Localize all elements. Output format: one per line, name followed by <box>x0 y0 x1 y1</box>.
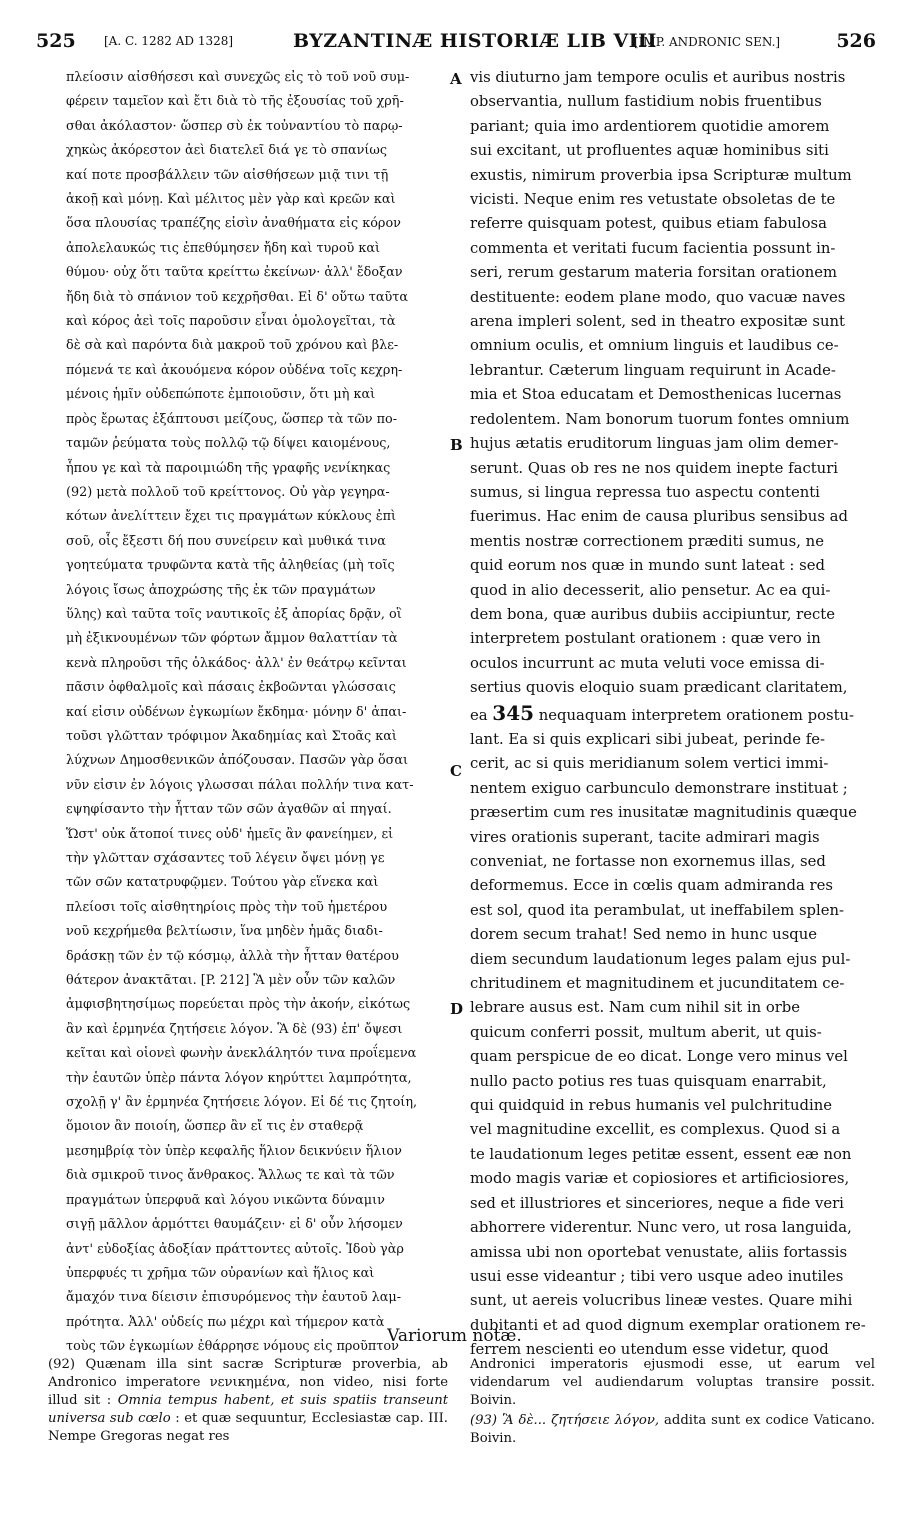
text-line: ἀμφισβητησίμως πορεύεται πρὸς τὴν ἀκοήν, εἰκότως <box>66 997 411 1013</box>
text-line: ea 345 nequaquam interpretem orationem postu- <box>470 700 855 725</box>
text-line: πραγμάτων ὑπερφυᾶ καὶ λόγου νικῶντα δύναμιν <box>66 1192 385 1208</box>
text-line: σχολῇ γ' ἂν ἑρμηνέα ζητήσειε λόγον. Εἰ δέ τις ζητοίη, <box>66 1095 418 1111</box>
text-line: abhorrere viderentur. Nunc vero, ut rosa languida, <box>470 1219 852 1237</box>
text-line: χηκὼς ἀκόρεστον ἀεὶ διατελεῖ διά γε τὸ σπανίως <box>66 143 388 159</box>
text-line: κενὰ πληροῦσι τῆς ὁλκάδος· ἀλλ' ἐν θεάτρῳ κεῖνται <box>66 655 407 671</box>
text-line: (92) μετὰ πολλοῦ τοῦ κρείττονος. Οὐ γὰρ γεγηρα- <box>66 484 390 500</box>
text-line: πρὸς ἔρωτας ἐξάπτουσι μείζους, ὥσπερ τὰ τῶν πο- <box>66 411 398 427</box>
text-line: ἀντ' εὐδοξίας ἀδοξίαν πράττοντες αὐτοῖς. Ἰδοὺ γὰρ <box>66 1241 404 1257</box>
text-line: τοὺς τῶν ἐγκωμίων ἐθάρρησε νόμους εἰς προῦπτον <box>66 1339 399 1355</box>
text-line: quod in alio decesserit, alio pensetur. Ac ea qui- <box>470 581 831 599</box>
text-line: exustis, nimirum proverbia ipsa Scripturæ multum <box>470 166 852 184</box>
text-line: oculos incurrunt ac muta veluti voce emissa di- <box>470 654 825 672</box>
text-line: modo magis variæ et copiosiores et artificiosiores, <box>470 1170 850 1188</box>
text-line: λόγοις ἴσως ἀποχρώσης τῆς ἐκ τῶν πραγμάτων <box>66 582 376 598</box>
text-line: mentis nostræ correctionem præditi sumus, ne <box>470 532 824 550</box>
text-line: πλείοσι τοῖς αἰσθητηρίοις πρὸς τὴν τοῦ ἡμετέρου <box>66 899 388 915</box>
text-line: ferrem nescienti eo utendum esse videtur, quod <box>470 1341 829 1359</box>
margin-letter-d: D <box>450 1000 464 1018</box>
text-line: vel magnitudine excellit, es complexus. Quod si a <box>470 1121 841 1139</box>
text-line: præsertim cum res inusitatæ magnitudinis quæque <box>470 804 857 822</box>
text-line: est sol, quod ita perambulat, ut ineffabilem splen- <box>470 901 845 919</box>
text-line: δὲ σὰ καὶ παρόντα διὰ μακροῦ τοῦ χρόνου καὶ βλε- <box>66 338 399 354</box>
text-line: lebrare ausus est. Nam cum nihil sit in orbe <box>470 999 801 1017</box>
text-line: sed et illustriores et sinceriores, neque a fide veri <box>470 1194 844 1212</box>
text-line: φέρειν ταμεῖον καὶ ἔτι διὰ τὸ τῆς ἐξουσίας τοῦ χρῆ- <box>66 94 404 110</box>
text-line: nullo pacto potius res tuas quisquam enarrabit, <box>470 1072 827 1090</box>
text-line: κεῖται καὶ οἱονεὶ φωνὴν ἀνεκλάλητόν τινα προΐεμενα <box>66 1046 417 1062</box>
left-page-number: 525 <box>36 30 76 52</box>
text-line: τῶν σῶν κατατρυφῷμεν. Τούτου γὰρ εἵνεκα καὶ <box>66 875 379 891</box>
text-line: πρότητα. Ἀλλ' οὐδείς πω μέχρι καὶ τήμερον κατὰ <box>66 1314 385 1330</box>
text-line: διὰ σμικροῦ τινος ἄνθρακος. Ἄλλως τε καὶ τὰ τῶν <box>66 1168 395 1184</box>
text-line: σιγῇ μᾶλλον ἁρμόττει θαυμάζειν· εἰ δ' οὖν λήσομεν <box>66 1217 403 1233</box>
text-line: ὅσα πλουσίας τραπέζης εἰσὶν ἀναθήματα εἰς κόρον <box>66 216 401 232</box>
text-line: καί εἰσιν οὐδένων ἐγκωμίων ἔκδημα· μόνην δ' ἀπαι- <box>66 704 407 720</box>
right-page-number: 526 <box>836 30 876 52</box>
text-line: dem bona, quæ auribus dubiis accipiuntur, recte <box>470 605 835 623</box>
text-line: chritudinem et magnitudinem et jucunditatem ce- <box>470 975 845 993</box>
text-line: hujus ætatis eruditorum linguas jam olim demer- <box>470 435 839 453</box>
text-line: ἄμαχόν τινα δίεισιν ἐπισυρόμενος τὴν ἑαυτοῦ λαμ- <box>66 1290 402 1306</box>
text-line: γοητεύματα τρυφῶντα κατὰ τῆς ἀληθείας (μὴ τοῖς <box>66 558 395 574</box>
running-title: BYZANTINÆ HISTORIÆ LIB VIII <box>293 30 657 52</box>
text-line: νῦν εἰσιν ἐν λόγοις γλωσσαι πάλαι πολλήν τινα κατ- <box>66 777 414 793</box>
text-line: quam perspicue de eo dicat. Longe vero minus vel <box>470 1048 848 1066</box>
text-line: sunt, ut aereis volucribus lineæ vestes. Quare mihi <box>470 1292 853 1310</box>
text-line: εψηφίσαντο τὴν ἧτταν τῶν σῶν ἀγαθῶν αἱ πηγαί. <box>66 802 392 818</box>
text-line: nentem exiguo carbunculo demonstrare instituat ; <box>470 779 848 797</box>
text-line: νοῦ κεχρήμεθα βελτίωσιν, ἵνα μηδὲν ἡμᾶς διαδι- <box>66 924 383 940</box>
text-line: καί ποτε προσβάλλειν τῶν αἰσθήσεων μιᾷ τινι τῇ <box>66 167 389 183</box>
text-line: ἧπου γε καὶ τὰ παροιμιώδη τῆς γραφῆς νενίκηκας <box>66 460 391 476</box>
text-line: μεσημβρίᾳ τὸν ὑπὲρ κεφαλῆς ἥλιον δεικνύειν ἥλιον <box>66 1143 402 1159</box>
running-header <box>36 30 876 64</box>
text-line: mia et Stoa educatam et Demosthenicas lucernas <box>470 386 842 404</box>
text-line: λύχνων Δημοσθενικῶν ἀπόζουσαν. Πασῶν γὰρ ὅσαι <box>66 753 409 769</box>
text-line: ὕλης) καὶ ταῦτα τοῖς ναυτικοῖς ἐξ ἀπορίας δρᾷν, οἳ <box>66 606 402 622</box>
text-line: observantia, nullum fastidium nobis fruentibus <box>470 93 822 111</box>
text-line: δράσκῃ τῶν ἐν τῷ κόσμῳ, ἀλλὰ τὴν ἧτταν θατέρου <box>66 948 399 964</box>
latin-text-column <box>470 66 875 1359</box>
text-line: sui excitant, ut profluentes aquæ hominibus siti <box>470 142 829 160</box>
margin-letter-c: C <box>450 762 462 780</box>
text-line: sertius quovis eloquio suam prædicant claritatem, <box>470 679 848 697</box>
text-line: dubitanti et ad quod dignum exemplar orationem re- <box>470 1316 866 1334</box>
text-line: κότων ἀνελίττειν ἔχει τις πραγμάτων κύκλους ἐπὶ <box>66 509 397 525</box>
text-line: τὴν ἑαυτῶν ὑπὲρ πάντα λόγον κηρύττει λαμπρότητα, <box>66 1070 412 1086</box>
text-line: serunt. Quas ob res ne nos quidem inepte facturi <box>470 459 839 477</box>
text-line: vicisti. Neque enim res vetustate obsoletas de te <box>470 191 836 209</box>
text-line: σοῦ, οἷς ἔξεστι δή που συνείρειν καὶ μυθικά τινα <box>66 533 386 549</box>
text-line: καὶ κόρος ἀεὶ τοῖς παροῦσιν εἶναι ὁμολογεῖται, τὰ <box>66 314 396 330</box>
text-line: cerit, ac si quis meridianum solem vertici immi- <box>470 755 829 773</box>
text-line: ὅμοιον ἂν ποιοίη, ὥσπερ ἂν εἴ τις ἐν σταθερᾷ <box>66 1119 364 1135</box>
text-line: usui esse videantur ; tibi vero usque adeo inutiles <box>470 1267 844 1285</box>
footnotes-right <box>470 1356 875 1450</box>
text-line: fuerimus. Hac enim de causa pluribus sensibus ad <box>470 508 848 526</box>
text-line: te laudationum leges petitæ essent, essent eæ non <box>470 1145 852 1163</box>
text-line: amissa ubi non oportebat venustate, aliis fortassis <box>470 1243 848 1261</box>
text-line: τὴν γλῶτταν σχάσαντες τοῦ λέγειν ὄψει μόνῃ γε <box>66 851 385 866</box>
margin-letter-b: B <box>450 436 463 454</box>
text-line: ἤδη διὰ τὸ σπάνιον τοῦ κεχρῆσθαι. Εἰ δ' οὕτω ταῦτα <box>66 289 408 305</box>
text-line: quicum conferri possit, multum aberit, ut quis- <box>470 1023 822 1041</box>
text-line: θάτερον ἀνακτᾶται. [P. 212] Ἃ μὲν οὖν τῶν καλῶν <box>66 973 396 989</box>
text-line: destituente: eodem plane modo, quo vacuæ naves <box>470 288 846 306</box>
text-line: seri, rerum gestarum materia forsitan orationem <box>470 264 838 282</box>
greek-text-column <box>66 66 446 1355</box>
text-line: ἂν καὶ ἑρμηνέα ζητήσειε λόγον. Ἃ δὲ (93) ἐπ' ὄψεσι <box>66 1021 403 1037</box>
text-line: arena impleri solent, sed in theatro expositæ sunt <box>470 313 845 331</box>
footnote-93: (93) Ἃ δὲ... ζητήσειε λόγον, addita sunt ex codice Vaticano. Boivin. <box>470 1413 875 1446</box>
text-line: lant. Ea si quis explicari sibi jubeat, perinde fe- <box>470 730 825 748</box>
text-line: ἀκοῇ καὶ μόνῃ. Καὶ μέλιτος μὲν γὰρ καὶ κρεῶν καὶ <box>66 192 396 208</box>
text-line: referre quisquam potest, quibus etiam fabulosa <box>470 215 827 233</box>
footnote-92: (92) Quænam illa sint sacræ Scripturæ proverbia, ab Andronico imperatore νενικημένα, non video, nisi forte illud sit : Omnia tempus habent, et suis spatiis transeunt universa sub cœlo : et quæ sequuntur, Ecclesiastæ cap. III. Nempe Gregoras negat res <box>48 1357 448 1444</box>
text-line: ταμῶν ῥεύματα τοὺς πολλῷ τῷ δίψει καιομένους, <box>66 436 391 452</box>
notes-title: Variorum notæ. <box>387 1326 522 1346</box>
text-line: τοῦσι γλῶτταν τρόφιμον Ἀκαδημίας καὶ Στοᾶς καὶ <box>66 728 397 744</box>
year-range: [A. C. 1282 AD 1328] <box>104 34 234 48</box>
text-line: σθαι ἀκόλαστον· ὥσπερ σὺ ἐκ τοὐναντίου τὸ παρῳ- <box>66 118 403 134</box>
text-line: conveniat, ne fortasse non exornemus illas, sed <box>470 853 826 870</box>
text-line: μὴ ἐξικνουμένων τῶν φόρτων ἄμμον θαλαττίαν τὰ <box>66 631 398 647</box>
text-line: qui quidquid in rebus humanis vel pulchritudine <box>470 1097 832 1115</box>
text-line: ὑπερφυές τι χρῆμα τῶν οὐρανίων καὶ ἥλιος καὶ <box>66 1265 375 1281</box>
text-line: lebrantur. Cæterum linguam requirunt in Acade- <box>470 361 836 379</box>
text-line: πόμενά τε καὶ ἀκουόμενα κόρον οὐδένα τοῖς κεχρη- <box>66 362 403 378</box>
text-line: μένοις ἡμῖν οὐδεπώποτε ἐμποιοῦσιν, ὅτι μὴ καὶ <box>66 387 376 403</box>
text-line: θύμου· οὐχ ὅτι ταῦτα κρείττω ἐκείνων· ἀλλ' ἔδοξαν <box>66 265 403 281</box>
text-line: quid eorum nos quæ in mundo sunt lateat : sed <box>470 557 825 575</box>
text-line: omnium oculis, et omnium linguis et laudibus ce- <box>470 337 839 355</box>
inline-page-marker: 345 <box>492 700 535 725</box>
margin-letter-a: A <box>450 70 462 88</box>
text-line: dorem secum trahat! Sed nemo in hunc usque <box>470 926 818 944</box>
text-line: interpretem postulant orationem : quæ vero in <box>470 630 821 648</box>
text-line: ἀπολελαυκώς τις ἐπεθύμησεν ἤδη καὶ τυροῦ καὶ <box>66 240 381 256</box>
text-line: πᾶσιν ὀφθαλμοῖς καὶ πάσαις ἐκβοῶνται γλώσσαις <box>66 680 396 696</box>
text-line: sumus, si lingua repressa tuo aspectu contenti <box>470 483 820 501</box>
text-line: Ὥστ' οὐκ ἄτοποί τινες οὐδ' ἡμεῖς ἂν φανείημεν, εἰ <box>66 826 394 842</box>
footnote-92-continued: Andronici imperatoris ejusmodi esse, ut earum vel videndarum vel audiendarum voluptas transire possit. Boivin. <box>470 1357 875 1408</box>
text-line: commenta et veritati fucum facientia possunt in- <box>470 239 836 257</box>
text-line: pariant; quia imo ardentiorem quotidie amorem <box>470 117 830 135</box>
emperor-label: [IMP. ANDRONIC SEN.] <box>634 35 781 49</box>
text-line: vires orationis superant, tacite admirari magis <box>470 828 820 846</box>
text-line: redolentem. Nam bonorum tuorum fontes omnium <box>470 410 850 428</box>
text-line: deformemus. Ecce in cœlis quam admiranda res <box>470 877 833 895</box>
text-line: vis diuturno jam tempore oculis et auribus nostris <box>470 69 846 86</box>
footnotes-left <box>48 1356 448 1448</box>
text-line: πλείοσιν αἰσθήσεσι καὶ συνεχῶς εἰς τὸ τοῦ νοῦ συμ- <box>66 70 410 85</box>
text-line: diem secundum laudationum leges palam ejus pul- <box>470 950 851 968</box>
